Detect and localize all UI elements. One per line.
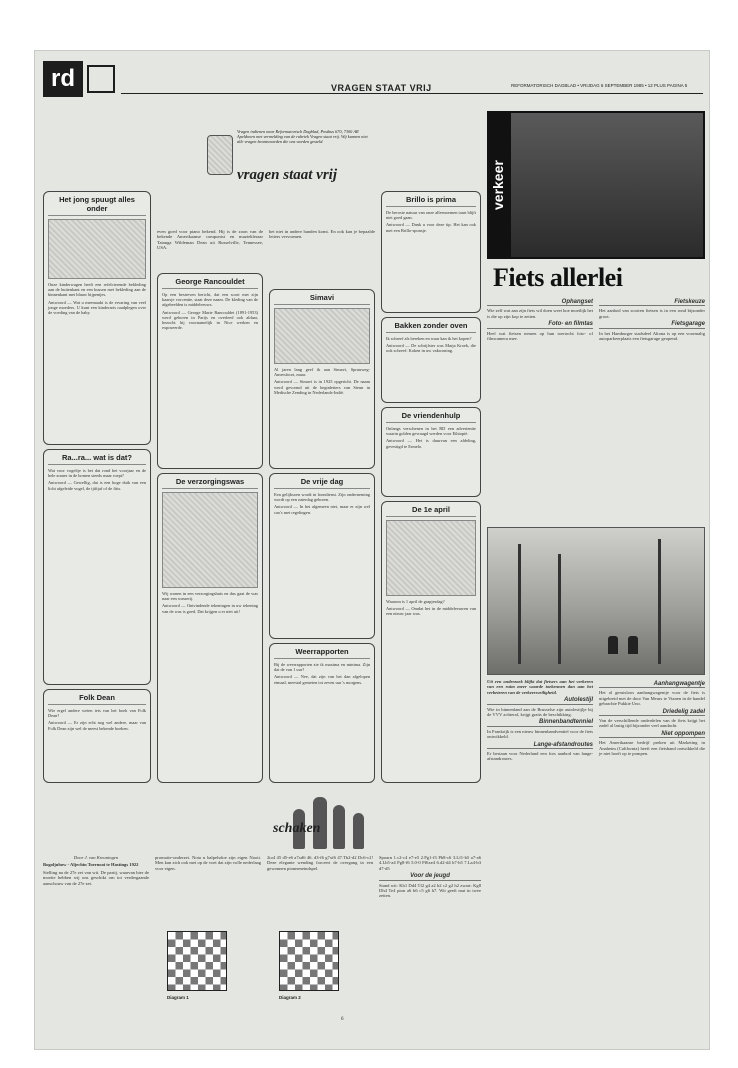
cyclist bbox=[608, 636, 618, 654]
cyclist bbox=[628, 636, 638, 654]
fiets-allerlei-title: Fiets allerlei bbox=[493, 263, 623, 292]
question-text: Bij de weerrapporten zie ik maxima en minima. Zijn dat de van 1 uur? bbox=[274, 662, 370, 673]
answer-text: Antwoord — Nee, dat zijn van het dan afgelopen etmaal, meestal gemeten tot zeven uur 's morgens. bbox=[274, 674, 370, 685]
col3-intro: het niet in andere handen komt. En ook kan je bepaalde letters vervormen. bbox=[269, 229, 375, 240]
box-vriendenhulp bbox=[381, 407, 481, 497]
box-weerrapporten bbox=[269, 643, 375, 783]
photo-caption: Uit een onderzoek blijkt dat fietsers aan het verkeren van een ruim meer waarde toekennen dan aan het verbeteren van de verkeersveiligheid. bbox=[487, 679, 593, 695]
subhead-foto: Foto- en filmtas bbox=[487, 322, 593, 328]
rd-logo: rd bbox=[43, 61, 83, 97]
box-title: De verzorgingswas bbox=[162, 477, 258, 489]
subhead-binnenband: Binnenbandtenniel bbox=[487, 720, 593, 726]
question-text: Al jaren lang geef ik aan Simavi, Spruuweg-Amersfoort, maar. bbox=[274, 367, 370, 378]
question-text: Onze kinderwagen heeft een refelcterende bekleding aan de buitenkant en een kussen met bekleding aan de binnenkant met blauw bijpentjes. bbox=[48, 282, 146, 298]
verkeer-col-a bbox=[487, 297, 593, 523]
answer-text: Antwoord — Omdat het in de middeleeuwen van een nieuw jaar was. bbox=[386, 606, 476, 617]
subhead-fietskeuze: Fietskeuze bbox=[599, 300, 705, 306]
question-text: Een gelijksoen wordt in loondienst. Zijn onderneming wordt op een zaterdag geboren. bbox=[274, 492, 370, 503]
subhead-oppomp: Niet oppompen bbox=[599, 732, 705, 738]
pen-illustration bbox=[207, 135, 233, 175]
text-driedelig: Van de verschillende onderdelen van de fiets krijgt het zadel al lastig tijd bijzonder veel aandacht. bbox=[599, 718, 705, 729]
box-title: Het jong spuugt alles onder bbox=[48, 195, 146, 216]
box-title: Simavi bbox=[274, 293, 370, 305]
verkeer-col-c bbox=[487, 679, 593, 1039]
text-autolestijl: Wie in binnenland aan de Brusselse zijn autolestijlje bij de VVV achteraf, krijgt gratis de beschikking. bbox=[487, 706, 593, 718]
autumn-cyclists-photo bbox=[487, 527, 705, 675]
verkeer-col-b bbox=[599, 297, 705, 523]
answer-text: Antwoord — George Marie Rancouldet (1891-1953) werd geboren in Parijs en overleed ook aldaar, bezocht hij voornamelijk in Nice werken en exposeerde. bbox=[162, 309, 258, 331]
text-aanhang: Het al geruisloos aanhangwagentje voor de fiets is uitgebreid met de door Van Meurs te Vianen in de handel gebrachte Pukkie Uno. bbox=[599, 690, 705, 707]
text-fietskeuze: Het aanbod van soorten fietsen is in een rond bijzonder groot. bbox=[599, 308, 705, 319]
box-folk-dean bbox=[43, 689, 151, 783]
question-text: Wie ergel andere weten iets van het boek van Folk Dean? bbox=[48, 708, 146, 719]
vragen-brand: vragen staat vrij bbox=[237, 167, 337, 183]
subhead-ophangset: Ophangset bbox=[487, 300, 593, 306]
laundry-illustration bbox=[162, 492, 258, 588]
cyclists-photo bbox=[511, 113, 703, 257]
question-text: Ik schreef als bereken en waar kan ik het kopen? bbox=[386, 336, 472, 341]
box-title: Bakken zonder oven bbox=[386, 321, 476, 333]
box-verzorgingswas bbox=[157, 473, 263, 783]
subhead-lange: Lange-afstandroutes bbox=[487, 743, 593, 749]
answer-text: Antwoord — Wat u meemaakt is de ervaring van veel jonge moeders. U kunt een kinderarts raadplegen over de voeding van de baby. bbox=[48, 299, 146, 316]
diagram-2-label: Diagram 2 bbox=[279, 995, 301, 1000]
diagram-1-label: Diagram 1 bbox=[167, 995, 189, 1000]
subhead-driedelig: Driedelig zadel bbox=[599, 710, 705, 716]
fish-illustration bbox=[386, 520, 476, 596]
vragen-header-art bbox=[207, 129, 375, 189]
answer-text: Antwoord — Het is duurvan een afdeling, gevestigd te Ermelo. bbox=[386, 438, 476, 449]
question-text: Op een bestreven bericht, dat een soort met zijn kaarsje vorcentie, staat deze naam. De kleding van de afgebeelden is middeleeuws. bbox=[162, 292, 258, 308]
subhead-fietsgarage: Fietsgarage bbox=[599, 322, 705, 328]
question-text: Waarom is 1 april de grapjesdag? bbox=[386, 599, 445, 604]
masthead bbox=[43, 61, 703, 97]
box-vrije-dag bbox=[269, 473, 375, 639]
newspaper-page bbox=[34, 50, 710, 1050]
schaken-header-art bbox=[233, 795, 403, 849]
answer-text: Antwoord — Gewellig, dat is een hoge duik van een licht afgeleide vogel, de tjiftjaf of de fitis. bbox=[48, 480, 146, 491]
page-number: 6 bbox=[341, 1017, 344, 1022]
verkeer-header-image bbox=[487, 111, 705, 259]
chess-diagram-2 bbox=[279, 931, 339, 991]
chess-byline: Door J. van Kreuningen bbox=[73, 855, 119, 860]
answer-text: Antwoord — Ontvindende tekeningen in uw tekening van de was is goed. Dat krijgen u er niet uit! bbox=[162, 603, 258, 614]
tree bbox=[658, 539, 661, 664]
verkeer-col-d bbox=[599, 679, 705, 1039]
box-title: De vriendenhulp bbox=[386, 411, 476, 423]
answer-text: Antwoord — In het algemeen niet, maar er zijn wel cao's met regelingen. bbox=[274, 504, 370, 515]
question-text: De beroste natuur van onze alleenoemen taart blijft niet goed gaan. bbox=[386, 210, 476, 221]
question-text: Wij wonen in een verzorgingshuis en dus gaat de was naar een wasserij. bbox=[162, 591, 258, 602]
tree bbox=[518, 544, 521, 664]
subhead-autolestijl: Autolestijl bbox=[487, 698, 593, 704]
chess-col-1 bbox=[43, 855, 149, 1041]
tree bbox=[558, 554, 561, 664]
chess-piece-icon bbox=[333, 805, 345, 849]
chess-col-2: promotie-onderzet. Nota n balpelsdoe zijn eigen Nooit. Men kan zich ook met op de voet dat zijn volle nederlaag voor eigen. bbox=[155, 855, 261, 871]
chess-col-4 bbox=[379, 855, 481, 1041]
question-text: Wat voor vogeltje is het dat rond het voorjaar en de hele zomer in de bomen steeds maar roept? bbox=[48, 468, 146, 479]
box-brillo bbox=[381, 191, 481, 313]
paper-info: REFORMATORISCH DAGBLAD • VRIJDAG 6 SEPTEMBER 1985 • 12 PLUS PAGINA 5 bbox=[511, 83, 688, 88]
chess-text-4: Spoarn 1.c2-c4 e7-e5 2.Pg1-f3 Pb8-c6 3.Lf1-b5 a7-a6 4.Lb5-a4 Pg8-f6 5.0-0 Pf6xe4 6.d2-d4 b7-b5 7.La4-b3 d7-d5 bbox=[379, 855, 481, 871]
answer-text: Antwoord — Er zijn echt nog wel andere, maar van Folk Dean zijn wel de meest bekende boeken. bbox=[48, 720, 146, 731]
chess-game-title: Bogoljubow - Aljechin Toernooi te Hastings 1922 bbox=[43, 862, 139, 868]
question-text: Onlangs verschenen in het RD een advertentie waarin golden gevraagd werden voor Ethiopië. bbox=[386, 426, 476, 437]
chess-text-1: Stelling na de 27e zet van wit. De partij, waarvan hier de moeite hebben wij ons geschikt om tot verdergaande aanschouw van de 27e zet. bbox=[43, 869, 149, 886]
box-title: George Rancouldet bbox=[162, 277, 258, 289]
chess-piece-icon bbox=[353, 813, 364, 849]
verkeer-label: verkeer bbox=[487, 111, 509, 259]
answer-text: Antwoord — Dank u voor deze tip. Het kan ook met een Brillo-sponsje. bbox=[386, 222, 476, 233]
text-oppomp: Het Amerikaanse bedrijf preken uit Marketing in Anaheim (California) heeft een fietsband ontwikkeld die je niet hoeft op te pompen. bbox=[599, 740, 705, 757]
section-title: VRAGEN STAAT VRIJ bbox=[331, 83, 432, 93]
box-1e-april bbox=[381, 501, 481, 783]
chess-col-3: 2to4 45 d5-e6 a7xd6 46. d3-f6 g7xf6 47.Tb2-d2 Dc6-c2! Deze elegante wending forceert de overgang in een gewonnen pionneneindspel. bbox=[267, 855, 373, 871]
subhead-aanhang: Aanhangwagentje bbox=[599, 682, 705, 688]
masthead-rule bbox=[121, 93, 703, 94]
col2-intro: even goed voor piano bekend. Hij is de zoon van de bekende Amerikaanse componist en muziekleraar Tatanga Wildeman Dean uit Russelville, Tennessee, USA. bbox=[157, 229, 263, 251]
submission-caption: Vragen indienen naar Reformatorisch Dagblad, Postbus 670, 7300 AR Apeldoorn met vermelding van de rubriek Vragen staat vrij. Wij kunnen niet alle vragen beantwoorden die ons worden gesteld. bbox=[237, 129, 368, 144]
box-het-jong bbox=[43, 191, 151, 445]
box-title: Folk Dean bbox=[48, 693, 146, 705]
answer-text: Antwoord — Simavi is in 1925 opgericht. De naam werd gevormd uit de beginletters van Steun in Medische Zending in Nederlands-Indië. bbox=[274, 379, 370, 395]
chess-diagram-1 bbox=[167, 931, 227, 991]
box-title: Brillo is prima bbox=[386, 195, 476, 207]
box-title: De vrije dag bbox=[274, 477, 370, 489]
stroller-illustration bbox=[48, 219, 146, 279]
text-ophangset: Wie zelf wat aan zijn fiets wil doen weet hoe moeilijk het is die op zijn kop te zetten. bbox=[487, 308, 593, 319]
box-title: De 1e april bbox=[386, 505, 476, 517]
schaken-title: schaken bbox=[273, 821, 321, 836]
box-bakken bbox=[381, 317, 481, 403]
box-title: Ra...ra... wat is dat? bbox=[48, 453, 146, 465]
text-binnenband: In Frankrijk is een nieuw binnenbandventiel voor de fiets ontwikkeld. bbox=[487, 728, 593, 740]
box-simavi bbox=[269, 289, 375, 469]
village-illustration bbox=[274, 308, 370, 364]
text-fietsgarage: In het Hamburger stadsdeel Altona is op een voormalig autoparkeerplaats een fietsgarage geopend. bbox=[599, 330, 705, 342]
text-lange: Er bestaan voor Nederland een fors aanbod van lange-afstandroutes. bbox=[487, 751, 593, 762]
box-title: Weerrapporten bbox=[274, 647, 370, 659]
jeugd-text: Stand wit: Kh1 Dd4 Tf2 g4 a2 b2 c2 g2 h2 zwart: Kg8 Dh4 Te4 pion a6 b6 c5 g6 h7. Wit geeft mat in twee zetten. bbox=[379, 882, 481, 899]
voor-de-jeugd-title: Voor de jeugd bbox=[379, 874, 481, 880]
box-ra-ra bbox=[43, 449, 151, 685]
answer-text: Antwoord — De schrijfster was Marja Kroek, die ook schreef: Koken in uw vakwoning. bbox=[386, 343, 476, 354]
logo-box bbox=[87, 65, 115, 93]
text-foto: Heel wat fietsen nemen op hun toertocht foto- of filmcamera mee. bbox=[487, 330, 593, 342]
box-george-rancouldet bbox=[157, 273, 263, 469]
